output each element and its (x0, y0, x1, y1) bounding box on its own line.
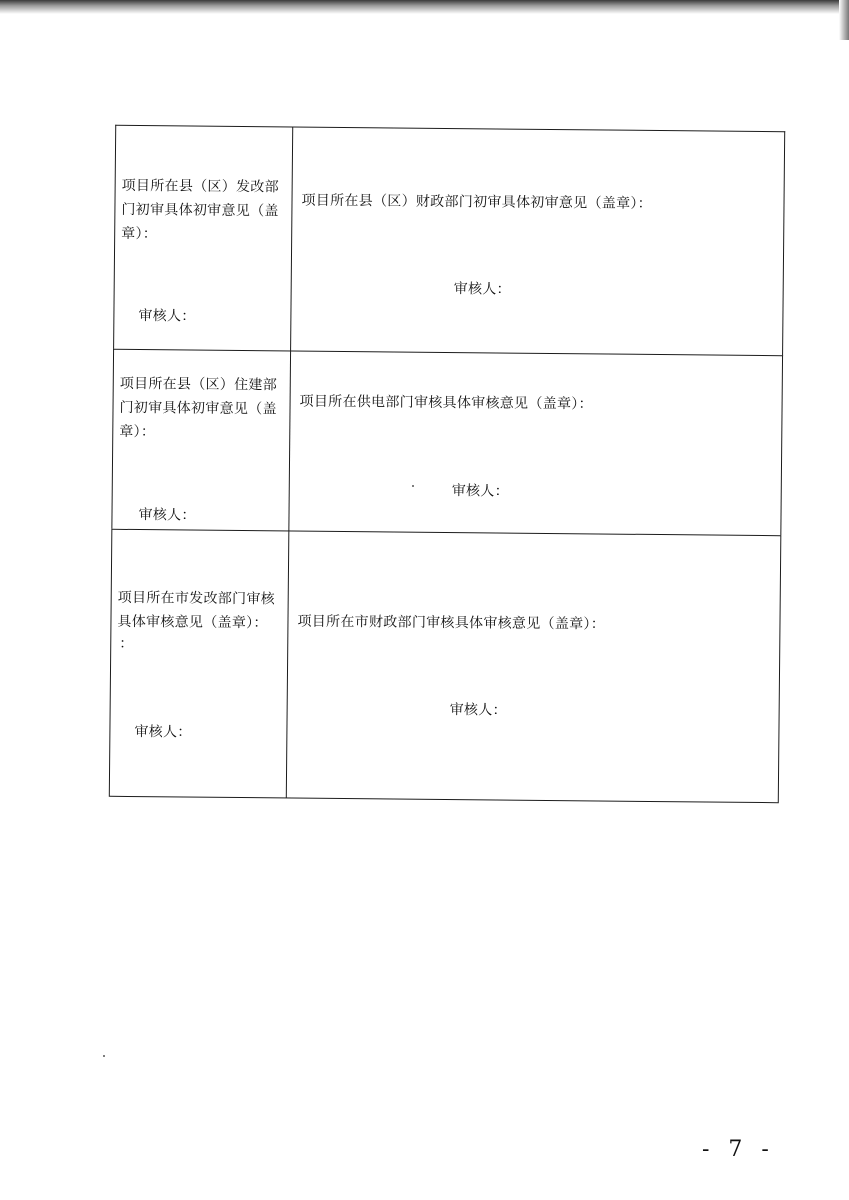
city-ndrc-opinion-label: 项目所在市发改部门审核具体审核意见（盖章）： (117, 589, 276, 632)
city-finance-reviewer-label: 审核人： (449, 702, 507, 719)
city-ndrc-reviewer-label: 审核人： (134, 724, 192, 741)
county-housing-opinion-cell[interactable] (112, 350, 291, 531)
county-finance-opinion-cell[interactable] (291, 128, 784, 356)
scan-top-edge (0, 0, 849, 14)
county-housing-reviewer-label: 审核人： (138, 507, 196, 524)
table-row (109, 529, 782, 803)
scan-right-edge (839, 0, 849, 40)
power-supply-opinion-cell[interactable] (289, 351, 782, 535)
city-finance-opinion-cell[interactable] (287, 531, 781, 802)
power-supply-opinion-label: 项目所在供电部门审核具体审核意见（盖章）： (299, 393, 593, 413)
page-number: - 7 - (702, 1137, 775, 1162)
scan-speck (412, 485, 414, 487)
county-ndrc-reviewer-label: 审核人： (138, 308, 196, 325)
county-ndrc-opinion-cell[interactable] (114, 126, 293, 351)
power-supply-reviewer-label: 审核人： (451, 483, 510, 500)
table-row (111, 349, 783, 535)
county-housing-opinion-label: 项目所在县（区）住建部门初审具体初审意见（盖章）： (119, 375, 278, 441)
county-finance-opinion-label: 项目所在县（区）财政部门初审具体初审意见（盖章）： (301, 192, 653, 212)
table-row (113, 125, 785, 355)
city-ndrc-extra-colon: ： (119, 635, 134, 652)
city-finance-opinion-label: 项目所在市财政部门审核具体审核意见（盖章）： (297, 613, 606, 633)
review-opinion-table (109, 125, 785, 803)
county-finance-reviewer-label: 审核人： (453, 281, 511, 298)
city-ndrc-opinion-cell[interactable] (110, 530, 290, 798)
scan-speck (103, 1055, 105, 1057)
county-ndrc-opinion-label: 项目所在县（区）发改部门初审具体初审意见（盖章）： (121, 177, 280, 243)
